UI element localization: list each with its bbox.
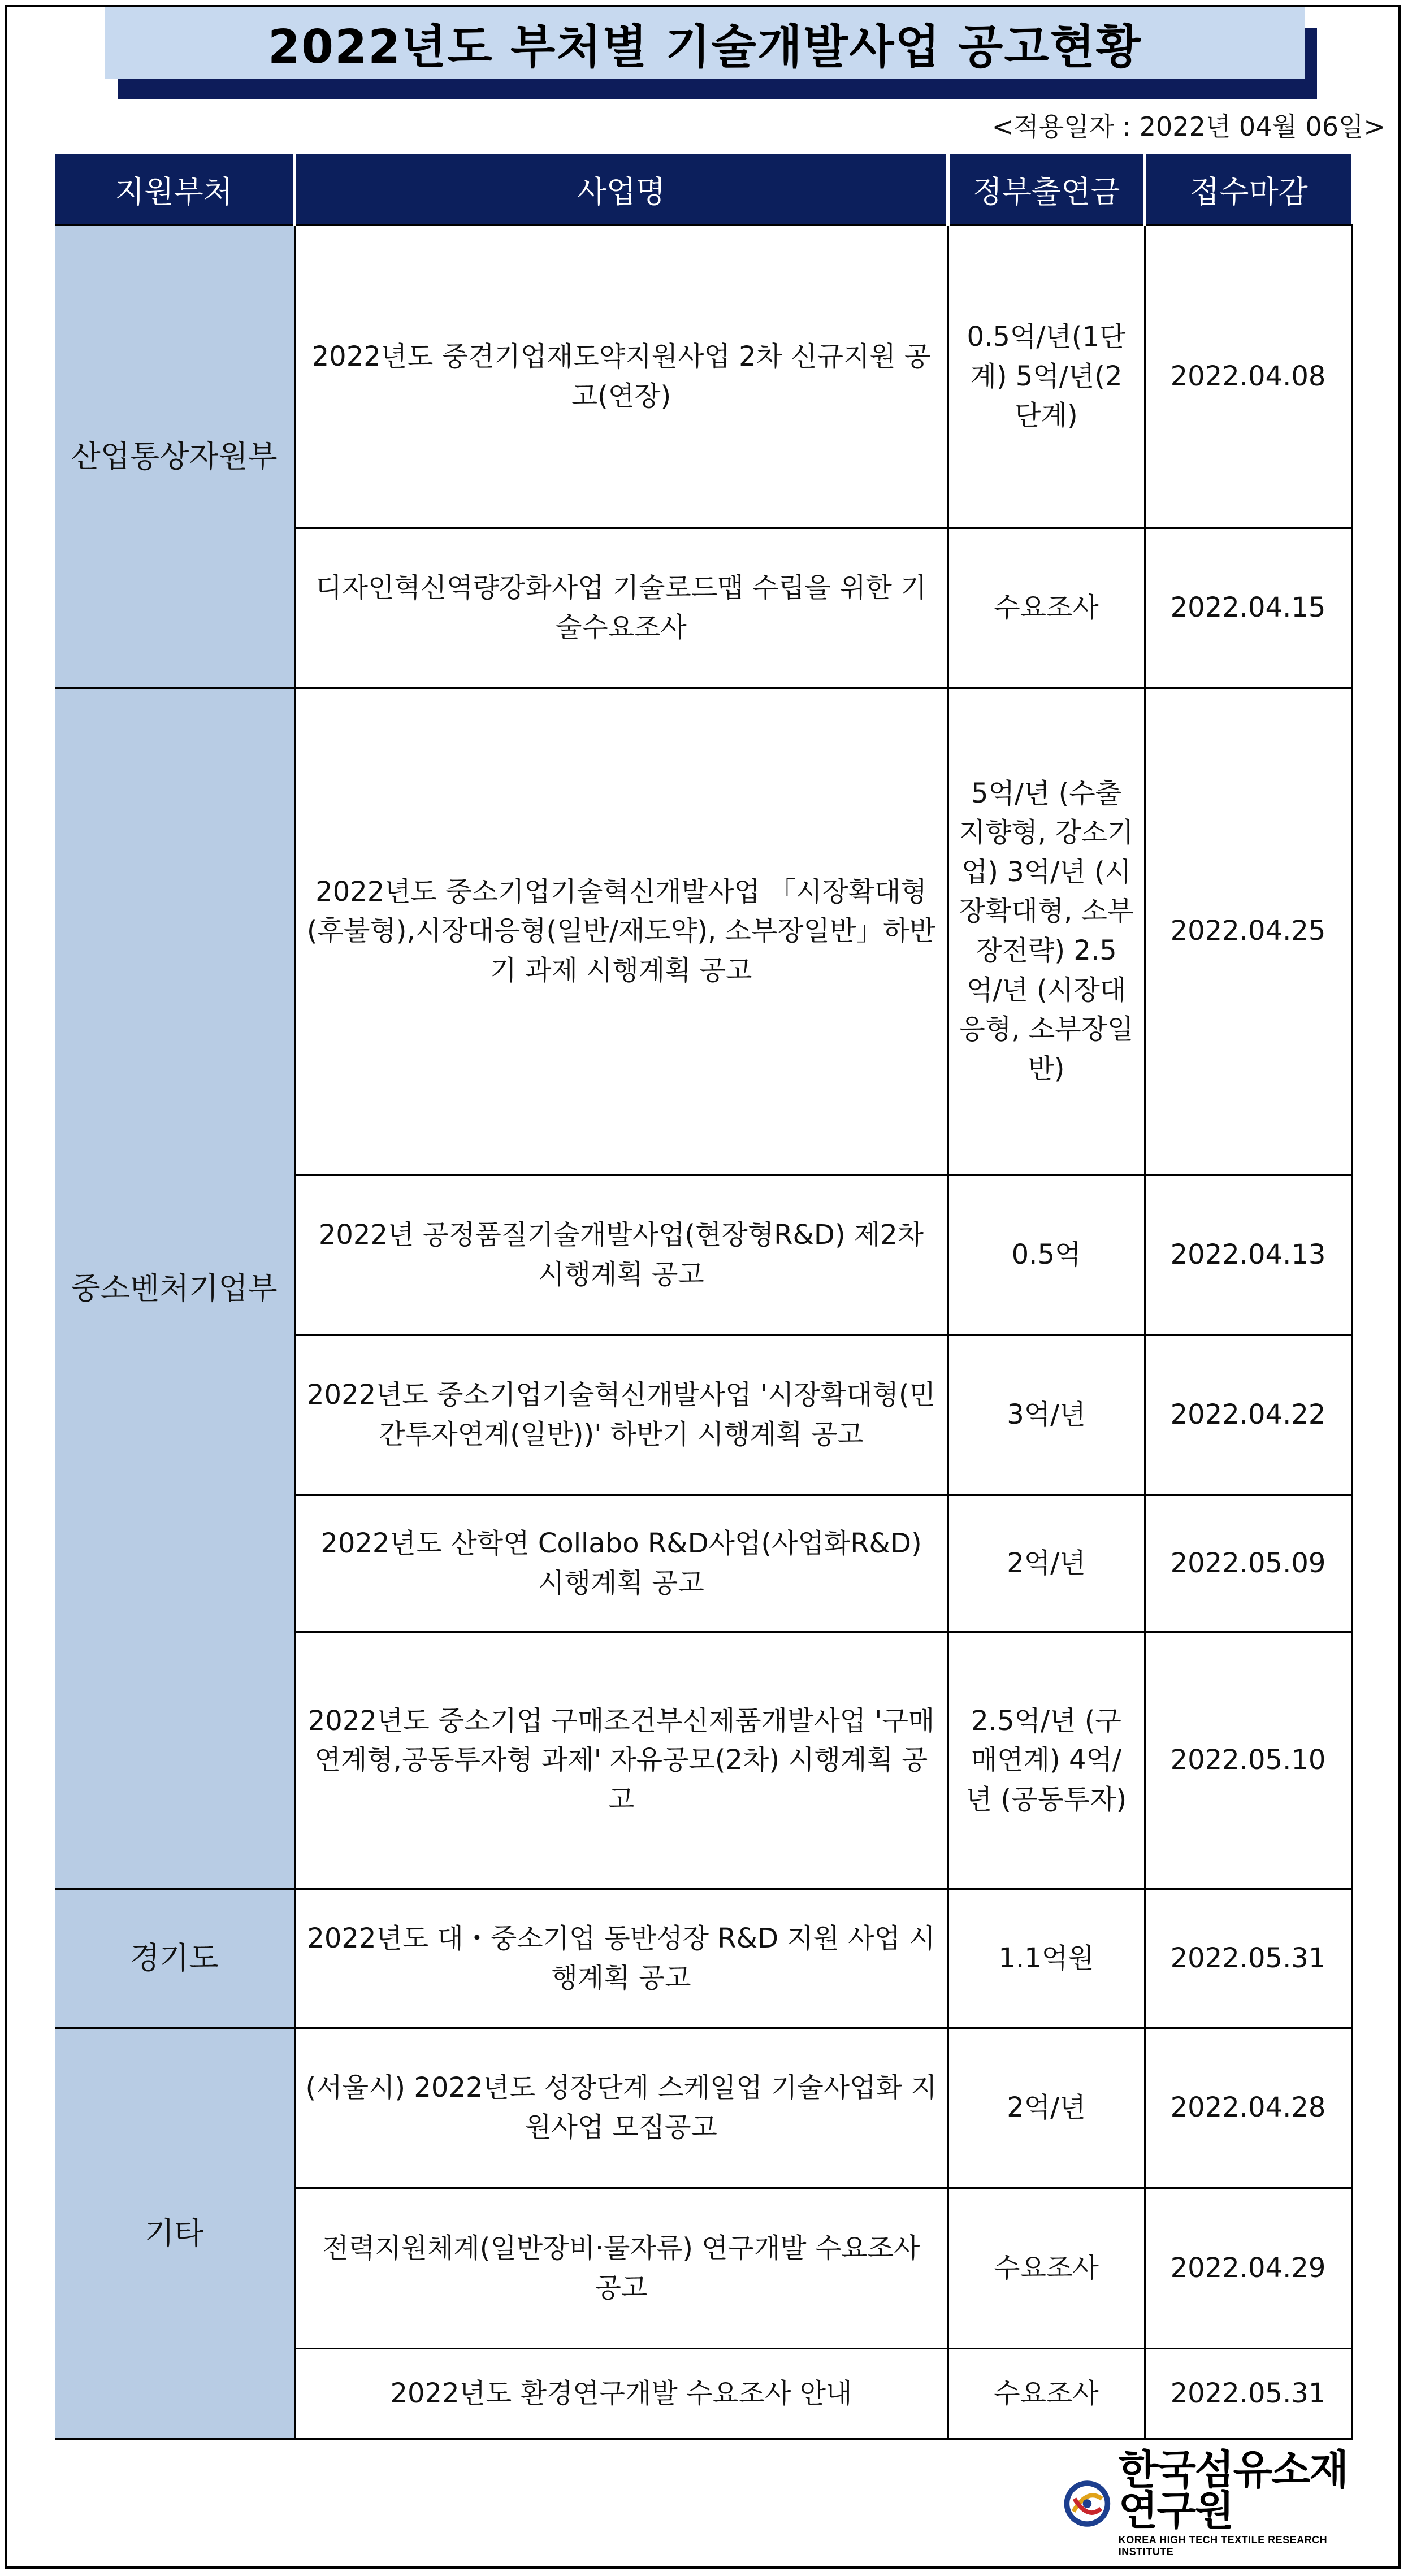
- deadline: 2022.05.31: [1145, 1889, 1351, 2028]
- table-row: [55, 688, 1351, 1175]
- program-name: 2022년도 대・중소기업 동반성장 R&D 지원 사업 시행계획 공고: [294, 1889, 948, 2028]
- table-header-row: [55, 154, 1351, 225]
- table-row: [55, 2028, 1351, 2188]
- program-name: 2022년 공정품질기술개발사업(현장형R&D) 제2차 시행계획 공고: [294, 1175, 948, 1335]
- funding: 2억/년: [948, 1495, 1145, 1632]
- table-row: [55, 1889, 1351, 2028]
- deadline: 2022.04.15: [1145, 528, 1351, 688]
- header-program: 사업명: [294, 154, 948, 225]
- program-name: 디자인혁신역량강화사업 기술로드맵 수립을 위한 기술수요조사: [294, 528, 948, 688]
- notice-table: [55, 154, 1353, 2440]
- header-funding: 정부출연금: [948, 154, 1145, 225]
- funding: 수요조사: [948, 528, 1145, 688]
- effective-date: <적용일자 : 2022년 04월 06일>: [991, 111, 1385, 142]
- program-name: 2022년도 산학연 Collabo R&D사업(사업화R&D) 시행계획 공고: [294, 1495, 948, 1632]
- funding: 0.5억/년(1단계) 5억/년(2단계): [948, 225, 1145, 528]
- funding: 3억/년: [948, 1335, 1145, 1495]
- deadline: 2022.04.28: [1145, 2028, 1351, 2188]
- funding: 0.5억: [948, 1175, 1145, 1335]
- funding: 1.1억원: [948, 1889, 1145, 2028]
- funding: 5억/년 (수출지향형, 강소기업) 3억/년 (시장확대형, 소부장전략) 2.5억/년 (시장대응형, 소부장일반): [948, 688, 1145, 1175]
- deadline: 2022.05.09: [1145, 1495, 1351, 1632]
- header-dept: 지원부처: [55, 154, 294, 225]
- deadline: 2022.05.10: [1145, 1632, 1351, 1889]
- deadline: 2022.05.31: [1145, 2349, 1351, 2439]
- header-deadline: 접수마감: [1145, 154, 1351, 225]
- program-name: 2022년도 중소기업 구매조건부신제품개발사업 '구매연계형,공동투자형 과제' 자유공모(2차) 시행계획 공고: [294, 1632, 948, 1889]
- dept-cell: 기타: [55, 2028, 294, 2439]
- dept-cell: 중소벤처기업부: [55, 688, 294, 1889]
- title-banner: [105, 7, 1305, 79]
- program-name: 2022년도 중견기업재도약지원사업 2차 신규지원 공고(연장): [294, 225, 948, 528]
- program-name: (서울시) 2022년도 성장단계 스케일업 기술사업화 지원사업 모집공고: [294, 2028, 948, 2188]
- deadline: 2022.04.08: [1145, 225, 1351, 528]
- funding: 수요조사: [948, 2349, 1145, 2439]
- institute-name-en: KOREA HIGH TECH TEXTILE RESEARCH INSTITUTE: [1118, 2534, 1328, 2557]
- funding: 수요조사: [948, 2188, 1145, 2349]
- deadline: 2022.04.25: [1145, 688, 1351, 1175]
- program-name: 2022년도 중소기업기술혁신개발사업 「시장확대형(후불형),시장대응형(일반/재도약), 소부장일반」하반기 과제 시행계획 공고: [294, 688, 948, 1175]
- dept-cell: 산업통상자원부: [55, 225, 294, 688]
- deadline: 2022.04.13: [1145, 1175, 1351, 1335]
- institute-name-ko: 한국섬유소재연구원: [1118, 2446, 1348, 2534]
- institute-logo: [1063, 2446, 1385, 2557]
- dept-cell: 경기도: [55, 1889, 294, 2028]
- program-name: 2022년도 중소기업기술혁신개발사업 '시장확대형(민간투자연계(일반))' 하반기 시행계획 공고: [294, 1335, 948, 1495]
- table-row: [55, 225, 1351, 528]
- page-title: 2022년도 부처별 기술개발사업 공고현황: [267, 20, 1142, 74]
- deadline: 2022.04.29: [1145, 2188, 1351, 2349]
- funding: 2억/년: [948, 2028, 1145, 2188]
- funding: 2.5억/년 (구매연계) 4억/년 (공동투자): [948, 1632, 1145, 1889]
- deadline: 2022.04.22: [1145, 1335, 1351, 1495]
- institute-emblem-icon: [1063, 2472, 1112, 2535]
- program-name: 2022년도 환경연구개발 수요조사 안내: [294, 2349, 948, 2439]
- program-name: 전력지원체계(일반장비·물자류) 연구개발 수요조사 공고: [294, 2188, 948, 2349]
